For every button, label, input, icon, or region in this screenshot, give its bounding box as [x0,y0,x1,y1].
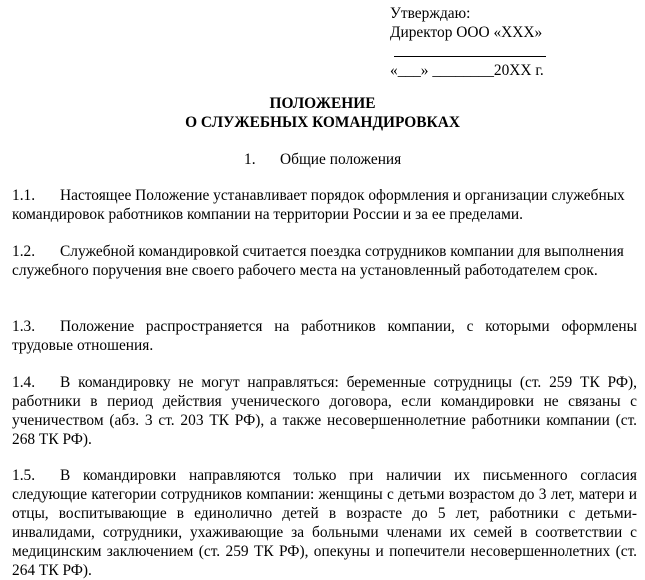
paragraph-1-2 [12,242,637,280]
paragraph-text: Настоящее Положение устанавливает порядок оформления и организации служебных командировок работников компании на территории России и за ее пределами. [12,187,625,223]
section-number: 1. [244,151,256,168]
paragraph-text: В командировку не могут направляться: беременные сотрудницы (ст. 259 ТК РФ), работники в период действия ученического договора, если командировки не связаны с ученичеством (абз. 3 ст. 203 ТК РФ), а также несовершеннолетние работники компании (ст. 268 ТК РФ). [12,374,637,448]
document-title [0,94,645,132]
director-label: Директор ООО «XXX» [390,24,543,41]
paragraph-number: 1.2. [12,243,36,260]
date-line: «___» ________20XX г. [390,62,544,79]
paragraph-number: 1.3. [12,318,36,335]
paragraph-number: 1.5. [12,467,36,484]
paragraph-1-5 [12,466,637,580]
paragraph-number: 1.4. [12,374,36,391]
paragraph-text: Положение распространяется на работников компании, с которыми оформлены трудовые отношения. [12,318,637,354]
signature-line [390,42,640,61]
section-title: Общие положения [280,151,402,168]
title-line-1: ПОЛОЖЕНИЕ [269,95,376,112]
paragraph-number: 1.1. [12,187,36,204]
title-line-2: О СЛУЖЕБНЫХ КОМАНДИРОВКАХ [185,114,460,131]
paragraph-text: В командировки направляются только при наличии их письменного согласия следующие категории сотрудников компании: женщины с детьми возрастом до 3 лет, матери и отцы, воспитывающие в единолично детей в возрасте до 5 лет, работники с детьми-инвалидами, сотрудники, ухаживающие за больными членами их семей в соответствии с медицинским заключением (ст. 259 ТК РФ), опекуны и попечители несовершеннолетних (ст. 264 ТК РФ). [12,467,637,579]
approval-block [390,4,640,80]
approve-label: Утверждаю: [390,5,471,22]
paragraph-text: Служебной командировкой считается поездка сотрудников компании для выполнения служебного поручения вне своего рабочего места на установленный работодателем срок. [12,243,624,279]
paragraph-1-4 [12,373,637,449]
paragraph-1-3 [12,317,637,355]
paragraph-1-1 [12,186,637,224]
section-heading [244,150,401,169]
